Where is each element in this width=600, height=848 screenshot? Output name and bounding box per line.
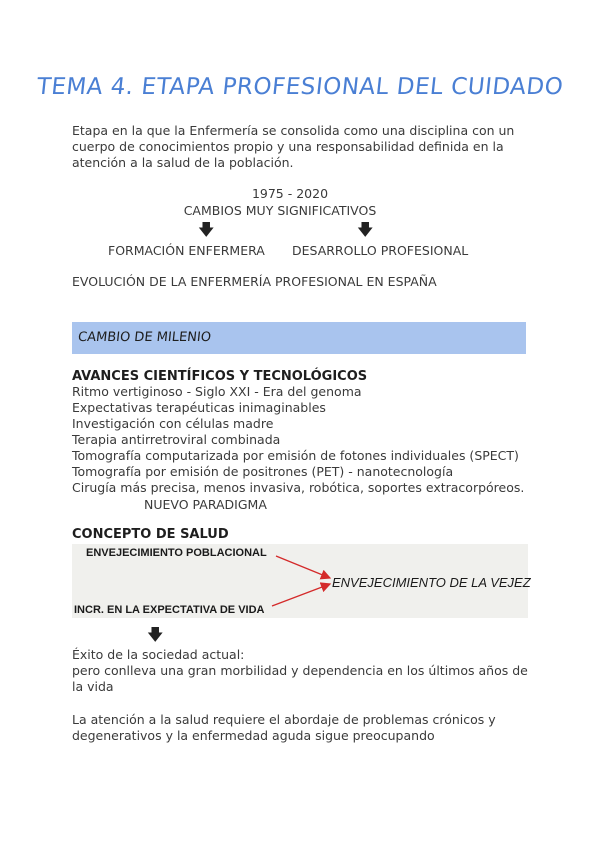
list-item: Investigación con células madre: [72, 416, 274, 431]
evolution-heading: EVOLUCIÓN DE LA ENFERMERÍA PROFESIONAL EN ESPAÑA: [72, 274, 437, 289]
timeline-left-label: FORMACIÓN ENFERMERA: [108, 243, 265, 258]
closing-paragraph: [72, 712, 496, 744]
timeline-years: 1975 - 2020: [251, 186, 329, 201]
list-item: Tomografía por emisión de positrones (PET) - nanotecnología: [72, 464, 454, 479]
down-arrow-icon: 🡇: [357, 220, 374, 239]
intro-line: atención a la salud de la población.: [72, 155, 294, 170]
list-item: Ritmo vertiginoso - Siglo XXI - Era del genoma: [72, 384, 362, 399]
list-item: Terapia antirretroviral combinada: [72, 432, 281, 447]
success-line: pero conlleva una gran morbilidad y dependencia en los últimos años de: [72, 663, 528, 678]
section-banner-label: CAMBIO DE MILENIO: [77, 330, 212, 345]
diagram-top-label: ENVEJECIMIENTO POBLACIONAL: [86, 547, 267, 559]
health-heading: CONCEPTO DE SALUD: [72, 527, 229, 542]
diagram-bottom-label: INCR. EN LA EXPECTATIVA DE VIDA: [74, 604, 265, 616]
success-paragraph: [72, 647, 528, 695]
list-item: Expectativas terapéuticas inimaginables: [72, 400, 326, 415]
success-line: la vida: [72, 679, 114, 694]
success-line: Éxito de la sociedad actual:: [72, 647, 245, 662]
down-arrow-icon: 🡇: [198, 220, 215, 239]
timeline-changes: CAMBIOS MUY SIGNIFICATIVOS: [183, 203, 377, 218]
diagram-result-label: ENVEJECIMIENTO DE LA VEJEZ: [332, 575, 531, 590]
page-title: TEMA 4. ETAPA PROFESIONAL DEL CUIDADO: [35, 74, 565, 100]
diagram-arrow-bottom: [272, 584, 330, 606]
diagram-arrow-top: [276, 556, 330, 578]
closing-line: degenerativos y la enfermedad aguda sigue preocupando: [72, 728, 435, 743]
paradigm-label: NUEVO PARADIGMA: [144, 497, 267, 512]
timeline-right-label: DESARROLLO PROFESIONAL: [292, 243, 469, 258]
list-item: Cirugía más precisa, menos invasiva, robótica, soportes extracorpóreos.: [72, 480, 525, 495]
down-arrow-icon: 🡇: [147, 625, 164, 644]
list-item: Tomografía computarizada por emisión de fotones individuales (SPECT): [72, 448, 519, 463]
closing-line: La atención a la salud requiere el abordaje de problemas crónicos y: [72, 712, 496, 727]
advances-heading: AVANCES CIENTÍFICOS Y TECNOLÓGICOS: [72, 369, 368, 384]
intro-line: Etapa en la que la Enfermería se consolida como una disciplina con un: [72, 123, 515, 138]
intro-line: cuerpo de conocimientos propio y una responsabilidad definida en la: [72, 139, 504, 154]
